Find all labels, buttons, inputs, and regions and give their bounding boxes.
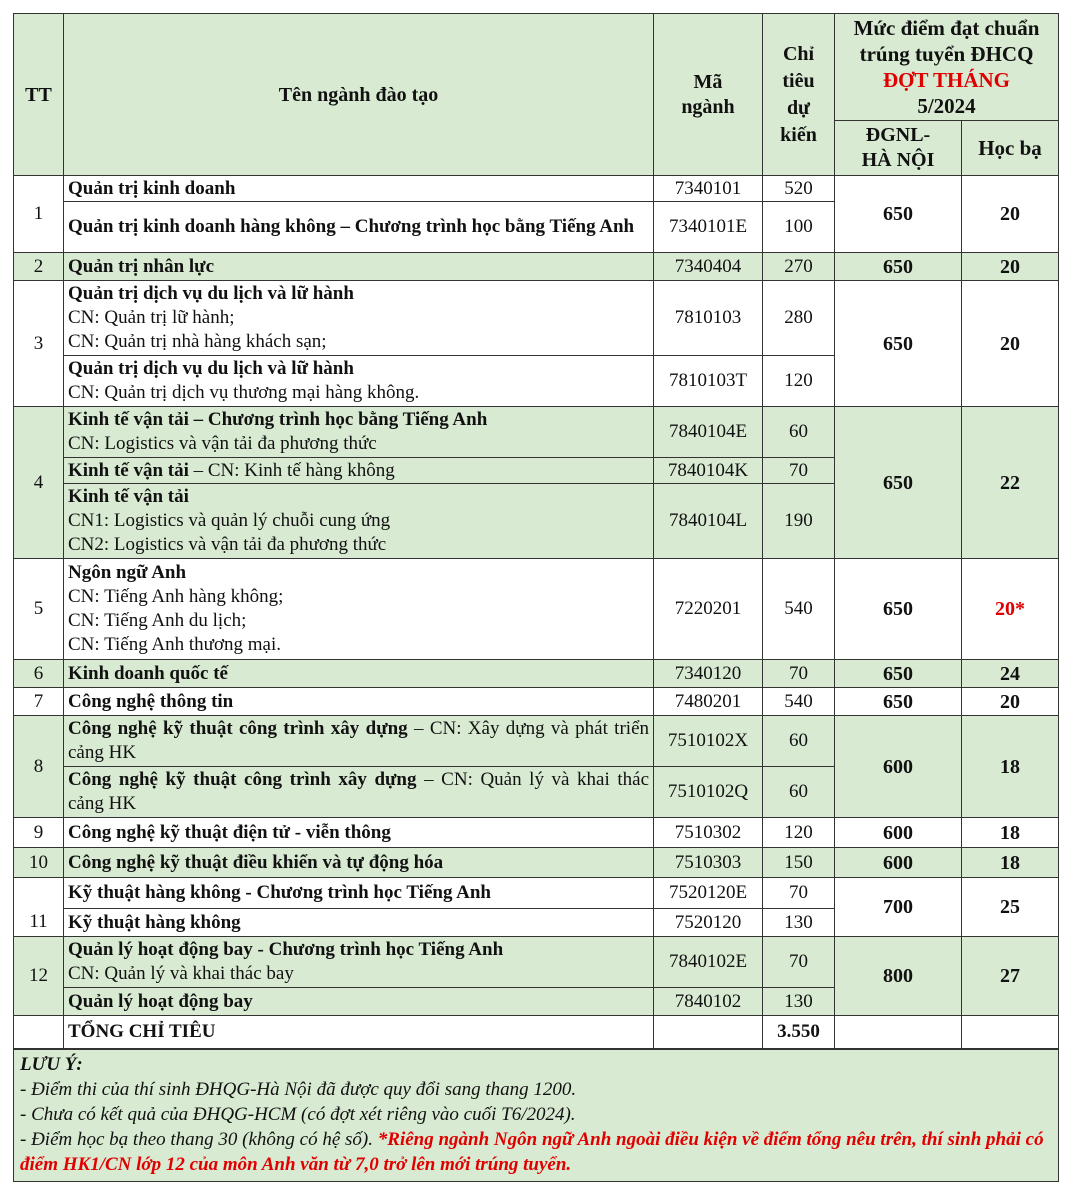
note-line: - Điểm thi của thí sinh ĐHQG-Hà Nội đã được quy đổi sang thang 1200. <box>20 1078 577 1100</box>
header-score-l4: 5/2024 <box>917 94 976 118</box>
notes-cell <box>14 1049 1059 1182</box>
program-name: Quản trị nhân lực <box>64 253 654 281</box>
program-cell <box>64 407 654 458</box>
header-quota-l3: dự <box>786 96 811 119</box>
program-specialization: CN1: Logistics và quản lý chuỗi cung ứng <box>68 510 391 531</box>
score-hocba: 18 <box>962 848 1059 878</box>
score-hocba: 20* <box>962 559 1059 660</box>
program-code: 7510303 <box>654 848 763 878</box>
note-plain: - Điểm học bạ theo thang 30 (không có hệ số). <box>20 1128 378 1150</box>
table-row <box>14 716 1059 767</box>
table-row <box>14 937 1059 988</box>
row-tt: 9 <box>14 818 64 848</box>
score-dgnl: 650 <box>835 176 962 253</box>
program-code: 7810103 <box>654 281 763 356</box>
header-tt: TT <box>14 14 64 176</box>
program-name: Kinh tế vận tải <box>68 459 189 481</box>
program-name: Công nghệ kỹ thuật điện tử - viễn thông <box>64 818 654 848</box>
program-specialization: – CN: Xây dựng và phát triển cảng HK <box>68 718 650 763</box>
row-tt: 11 <box>14 878 64 937</box>
header-score-l2: trúng tuyển ĐHCQ <box>859 42 1034 66</box>
total-tt-empty <box>14 1016 64 1049</box>
header-score-l3: ĐỢT THÁNG <box>883 68 1011 92</box>
program-quota: 100 <box>763 202 835 253</box>
program-name: Công nghệ thông tin <box>64 688 654 716</box>
program-name: Kinh doanh quốc tế <box>64 660 654 688</box>
program-cell <box>64 356 654 407</box>
row-tt: 2 <box>14 253 64 281</box>
program-name: Quản trị kinh doanh <box>64 176 654 202</box>
header-quota <box>763 14 835 176</box>
score-hocba: 20 <box>962 688 1059 716</box>
program-code: 7840102 <box>654 988 763 1016</box>
table-row <box>14 253 1059 281</box>
program-specialization: CN: Quản trị dịch vụ thương mại hàng không. <box>68 382 420 403</box>
program-specialization: CN: Quản trị nhà hàng khách sạn; <box>68 331 327 352</box>
program-name: Công nghệ kỹ thuật công trình xây dựng <box>68 718 408 739</box>
program-name: Kỹ thuật hàng không - Chương trình học Tiếng Anh <box>64 878 654 909</box>
program-name: Công nghệ kỹ thuật công trình xây dựng <box>68 769 417 790</box>
score-dgnl: 800 <box>835 937 962 1016</box>
program-quota: 280 <box>763 281 835 356</box>
program-quota: 130 <box>763 909 835 937</box>
program-code: 7520120E <box>654 878 763 909</box>
program-cell <box>64 484 654 559</box>
score-hocba: 27 <box>962 937 1059 1016</box>
table-row <box>14 848 1059 878</box>
program-code: 7340404 <box>654 253 763 281</box>
program-name: Kỹ thuật hàng không <box>64 909 654 937</box>
row-tt: 6 <box>14 660 64 688</box>
total-hocba-empty <box>962 1016 1059 1049</box>
header-code <box>654 14 763 176</box>
score-hocba: 20 <box>962 281 1059 407</box>
score-hocba: 20 <box>962 176 1059 253</box>
score-hocba: 24 <box>962 660 1059 688</box>
score-hocba: 22 <box>962 407 1059 559</box>
row-tt: 1 <box>14 176 64 253</box>
program-specialization: CN2: Logistics và vận tải đa phương thức <box>68 534 387 555</box>
program-cell <box>64 458 654 484</box>
program-quota: 60 <box>763 716 835 767</box>
program-name: Ngôn ngữ Anh <box>68 562 187 583</box>
row-tt: 10 <box>14 848 64 878</box>
program-specialization: – CN: Quản lý và khai thác cảng HK <box>68 769 649 814</box>
admission-score-table <box>13 13 1059 1182</box>
total-code-empty <box>654 1016 763 1049</box>
row-tt: 5 <box>14 559 64 660</box>
program-specialization: CN: Tiếng Anh thương mại. <box>68 634 282 655</box>
score-hocba: 18 <box>962 818 1059 848</box>
program-cell <box>64 559 654 660</box>
note-line <box>20 1127 1052 1177</box>
program-quota: 130 <box>763 988 835 1016</box>
program-name: Quản trị dịch vụ du lịch và lữ hành <box>68 283 354 304</box>
header-quota-l1: Chỉ <box>782 42 815 65</box>
program-code: 7510102X <box>654 716 763 767</box>
program-quota: 60 <box>763 767 835 818</box>
program-cell <box>64 716 654 767</box>
note-title: LƯU Ý: <box>20 1053 83 1075</box>
score-hocba: 20 <box>962 253 1059 281</box>
program-specialization: CN: Logistics và vận tải đa phương thức <box>68 433 377 454</box>
program-quota: 70 <box>763 937 835 988</box>
header-score-l1: Mức điểm đạt chuẩn <box>853 16 1040 40</box>
program-cell <box>64 767 654 818</box>
total-value: 3.550 <box>763 1016 835 1049</box>
score-dgnl: 650 <box>835 688 962 716</box>
program-code: 7810103T <box>654 356 763 407</box>
score-dgnl: 650 <box>835 559 962 660</box>
program-quota: 120 <box>763 356 835 407</box>
program-code: 7510302 <box>654 818 763 848</box>
program-quota: 270 <box>763 253 835 281</box>
notes-row <box>14 1049 1059 1182</box>
table-row <box>14 660 1059 688</box>
program-specialization: CN: Tiếng Anh hàng không; <box>68 586 284 607</box>
note-line: - Chưa có kết quả của ĐHQG-HCM (có đợt xét riêng vào cuối T6/2024). <box>20 1103 576 1125</box>
score-dgnl: 600 <box>835 716 962 818</box>
score-dgnl: 650 <box>835 660 962 688</box>
program-name: Công nghệ kỹ thuật điều khiển và tự động hóa <box>64 848 654 878</box>
program-quota: 70 <box>763 878 835 909</box>
program-quota: 70 <box>763 660 835 688</box>
header-score-title <box>835 14 1059 121</box>
table-row <box>14 281 1059 356</box>
row-tt: 4 <box>14 407 64 559</box>
program-code: 7220201 <box>654 559 763 660</box>
program-code: 7340101E <box>654 202 763 253</box>
score-dgnl: 650 <box>835 407 962 559</box>
program-code: 7510102Q <box>654 767 763 818</box>
program-code: 7840102E <box>654 937 763 988</box>
header-quota-l2: tiêu <box>782 69 815 92</box>
header-quota-l4: kiến <box>780 123 817 146</box>
program-specialization: CN: Quản lý và khai thác bay <box>68 963 294 984</box>
score-dgnl: 700 <box>835 878 962 937</box>
table-row <box>14 688 1059 716</box>
program-quota: 120 <box>763 818 835 848</box>
program-quota: 70 <box>763 458 835 484</box>
score-dgnl: 650 <box>835 281 962 407</box>
program-quota: 540 <box>763 688 835 716</box>
header-hocba: Học bạ <box>962 121 1059 176</box>
score-hocba: 25 <box>962 878 1059 937</box>
header-code-l2: ngành <box>681 95 735 118</box>
program-code: 7840104L <box>654 484 763 559</box>
row-tt: 8 <box>14 716 64 818</box>
total-dgnl-empty <box>835 1016 962 1049</box>
header-dgnl-l2: HÀ NỘI <box>861 149 935 171</box>
note-highlight: *Riêng ngành Ngôn ngữ Anh ngoài điều kiện về điểm tổng nêu trên, thí sinh phải có điểm HK1/CN lớp 12 của môn Anh văn từ 7,0 trở lên mới trúng tuyển. <box>20 1128 1044 1175</box>
table-row <box>14 878 1059 909</box>
header-dgnl <box>835 121 962 176</box>
header-code-l1: Mã <box>693 70 723 93</box>
program-code: 7840104E <box>654 407 763 458</box>
program-code: 7520120 <box>654 909 763 937</box>
program-code: 7480201 <box>654 688 763 716</box>
program-name: Quản trị dịch vụ du lịch và lữ hành <box>68 358 354 379</box>
score-dgnl: 650 <box>835 253 962 281</box>
row-tt: 7 <box>14 688 64 716</box>
program-name: Quản lý hoạt động bay <box>64 988 654 1016</box>
header-dgnl-l1: ĐGNL- <box>865 124 931 146</box>
total-row <box>14 1016 1059 1049</box>
program-code: 7340101 <box>654 176 763 202</box>
program-specialization: CN: Quản trị lữ hành; <box>68 307 235 328</box>
program-cell <box>64 937 654 988</box>
total-label: TỔNG CHỈ TIÊU <box>64 1016 654 1049</box>
program-code: 7840104K <box>654 458 763 484</box>
score-dgnl: 600 <box>835 848 962 878</box>
score-hocba: 18 <box>962 716 1059 818</box>
table-row <box>14 407 1059 458</box>
header-name: Tên ngành đào tạo <box>64 14 654 176</box>
program-name: Kinh tế vận tải – Chương trình học bằng Tiếng Anh <box>68 409 488 430</box>
program-quota: 60 <box>763 407 835 458</box>
program-code: 7340120 <box>654 660 763 688</box>
program-quota: 190 <box>763 484 835 559</box>
program-name: Quản trị kinh doanh hàng không – Chương trình học bằng Tiếng Anh <box>64 202 654 253</box>
table-row <box>14 559 1059 660</box>
program-quota: 520 <box>763 176 835 202</box>
program-specialization: – CN: Kinh tế hàng không <box>188 459 395 481</box>
program-name: Kinh tế vận tải <box>68 486 189 507</box>
program-name: Quản lý hoạt động bay - Chương trình học Tiếng Anh <box>68 939 504 960</box>
row-tt: 12 <box>14 937 64 1016</box>
row-tt: 3 <box>14 281 64 407</box>
program-cell <box>64 281 654 356</box>
program-quota: 150 <box>763 848 835 878</box>
program-quota: 540 <box>763 559 835 660</box>
program-specialization: CN: Tiếng Anh du lịch; <box>68 610 247 631</box>
score-dgnl: 600 <box>835 818 962 848</box>
table-row <box>14 176 1059 202</box>
table-row <box>14 818 1059 848</box>
